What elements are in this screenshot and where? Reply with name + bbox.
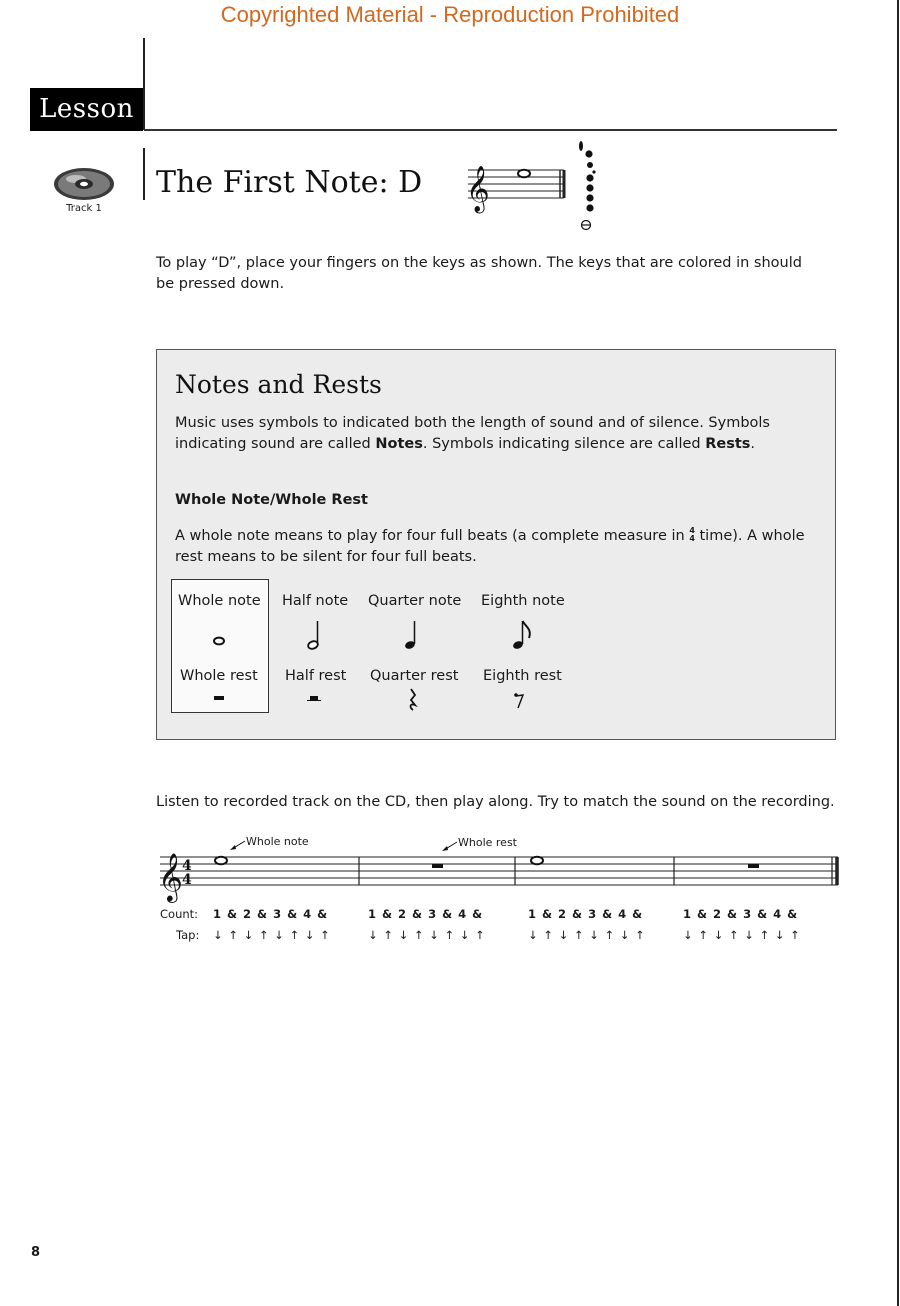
measure-1-whole-note <box>215 857 227 865</box>
eighth-rest-icon <box>514 693 523 708</box>
copyright-watermark: Copyrighted Material - Reproduction Prohibited <box>220 2 680 27</box>
listen-instructions: Listen to recorded track on the CD, then play along. Try to match the sound on the recording. <box>156 794 835 810</box>
page-number: 8 <box>31 1245 41 1260</box>
header-horizontal-rule <box>144 129 837 131</box>
track-label: Track 1 <box>66 203 102 214</box>
cd-icon <box>52 165 116 203</box>
tap-measure-1: ↓ ↑ ↓ ↑ ↓ ↑ ↓ ↑ <box>213 928 330 942</box>
eighth-rest-label: Eighth rest <box>483 668 562 684</box>
text-span: Music uses symbols to indicated both the length of sound and of silence. Symbols indicating sound are called <box>175 415 770 452</box>
quarter-note-label: Quarter note <box>368 593 462 609</box>
quarter-rest-icon <box>411 689 415 710</box>
d-note-staff <box>462 158 572 216</box>
whole-note-icon <box>214 638 224 645</box>
whole-note-annotation: Whole note <box>246 835 309 848</box>
lesson-label: Lesson 1 <box>30 88 143 131</box>
svg-text:𝄞: 𝄞 <box>158 852 183 901</box>
page-edge <box>897 0 899 1306</box>
eighth-note-icon <box>512 621 530 650</box>
note-symbols <box>170 615 590 715</box>
eighth-note-label: Eighth note <box>481 593 565 609</box>
count-label: Count: <box>160 907 199 921</box>
measure-2-whole-rest <box>432 864 443 868</box>
count-measure-1: 1 & 2 & 3 & 4 & <box>213 907 328 921</box>
svg-text:𝄞: 𝄞 <box>466 166 490 212</box>
half-note-label: Half note <box>282 593 349 609</box>
time-sig-bottom: 4 <box>689 534 695 543</box>
whole-rest-icon <box>214 696 224 700</box>
rests-term: Rests <box>705 436 751 452</box>
measure-3-whole-note <box>531 857 543 865</box>
tap-measure-2: ↓ ↑ ↓ ↑ ↓ ↑ ↓ ↑ <box>368 928 485 942</box>
title-vertical-rule <box>143 148 145 200</box>
page-title: The First Note: D <box>156 165 423 200</box>
half-note-icon <box>307 621 319 650</box>
notes-rests-paragraph <box>175 413 820 455</box>
text-span: . Symbols indicating silence are called <box>422 436 706 452</box>
staff-time-sig-top: 4 <box>182 858 192 874</box>
half-rest-label: Half rest <box>285 668 347 684</box>
count-measure-2: 1 & 2 & 3 & 4 & <box>368 907 483 921</box>
tap-measure-4: ↓ ↑ ↓ ↑ ↓ ↑ ↓ ↑ <box>683 928 800 942</box>
text-span: A whole note means to play for four full beats (a complete measure in <box>175 528 690 544</box>
whole-note-subheading: Whole Note/Whole Rest <box>175 492 368 508</box>
whole-note-paragraph <box>175 526 820 568</box>
count-measure-4: 1 & 2 & 3 & 4 & <box>683 907 798 921</box>
intro-paragraph: To play “D”, place your fingers on the keys as shown. The keys that are colored in should be pressed down. <box>156 255 802 292</box>
text-span: . <box>750 436 756 452</box>
fingering-chart-icon <box>572 138 602 234</box>
notes-term: Notes <box>375 436 423 452</box>
time-sig-top: 4 <box>689 526 695 535</box>
measure-4-whole-rest <box>748 864 759 868</box>
quarter-note-icon <box>404 621 416 650</box>
quarter-rest-label: Quarter rest <box>370 668 459 684</box>
half-rest-icon <box>307 696 321 701</box>
whole-rest-annotation: Whole rest <box>458 836 517 849</box>
text-span: time). A whole rest means to be silent for four full beats. <box>175 528 805 565</box>
tap-measure-3: ↓ ↑ ↓ ↑ ↓ ↑ ↓ ↑ <box>528 928 645 942</box>
practice-staff <box>156 845 846 903</box>
count-measure-3: 1 & 2 & 3 & 4 & <box>528 907 643 921</box>
whole-rest-label: Whole rest <box>180 668 258 684</box>
whole-note-label: Whole note <box>178 593 261 609</box>
header-vertical-rule <box>143 38 145 130</box>
box-title: Notes and Rests <box>175 370 382 399</box>
staff-time-sig-bottom: 4 <box>182 872 192 888</box>
tap-label: Tap: <box>176 928 200 942</box>
